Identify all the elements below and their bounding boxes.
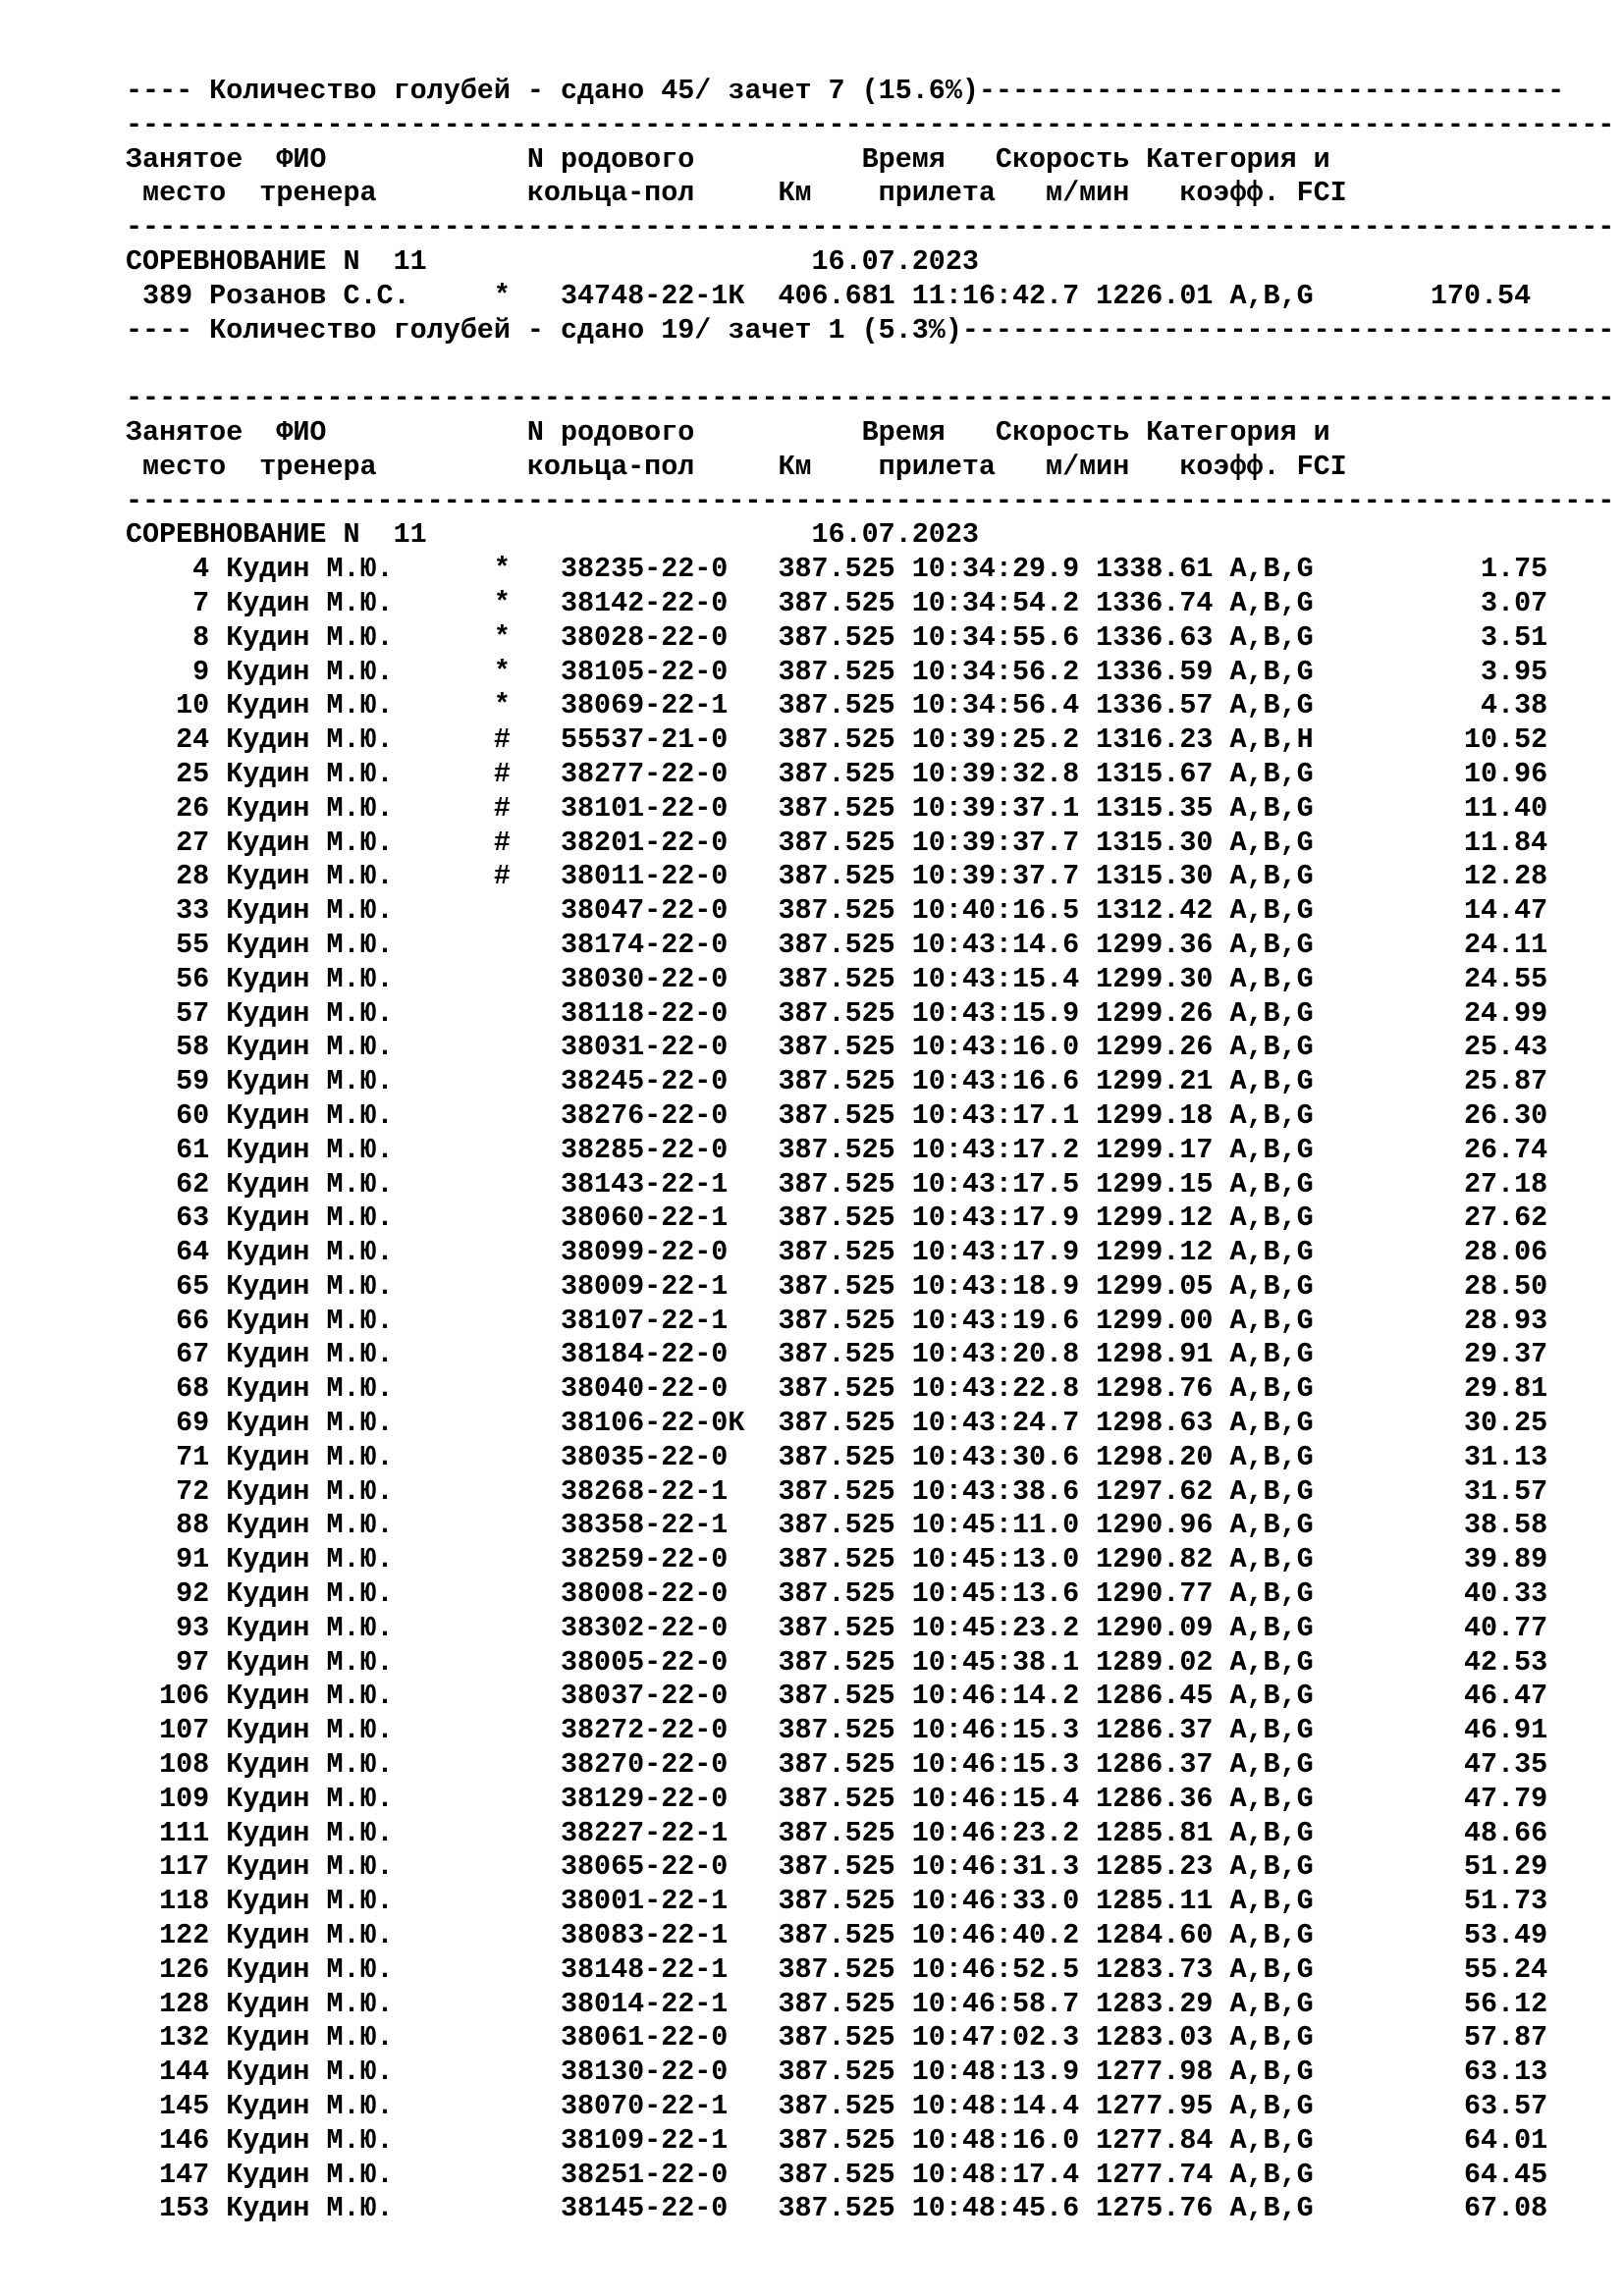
results-block-2 — [126, 553, 1614, 2226]
result-row: 62 Кудин М.Ю. 38143-22-1 387.525 10:43:17.5 1299.15 A,B,G 27.18 — [126, 1167, 1548, 1201]
result-row: 9 Кудин М.Ю. * 38105-22-0 387.525 10:34:56.2 1336.59 A,B,G 3.95 — [126, 655, 1548, 688]
result-row: 7 Кудин М.Ю. * 38142-22-0 387.525 10:34:54.2 1336.74 A,B,G 3.07 — [126, 586, 1548, 619]
result-row: 117 Кудин М.Ю. 38065-22-0 387.525 10:46:31.3 1285.23 A,B,G 51.29 — [126, 1850, 1548, 1884]
rule-line: ----------------------------------------------------------------------------------------- — [126, 484, 1615, 517]
result-row: 63 Кудин М.Ю. 38060-22-1 387.525 10:43:17.9 1299.12 A,B,G 27.62 — [126, 1201, 1548, 1235]
result-row: 4 Кудин М.Ю. * 38235-22-0 387.525 10:34:29.9 1338.61 A,B,G 1.75 — [126, 553, 1548, 586]
result-row: 109 Кудин М.Ю. 38129-22-0 387.525 10:46:15.4 1286.36 A,B,G 47.79 — [126, 1782, 1548, 1815]
rule-line: ----------------------------------------------------------------------------------------- — [126, 211, 1615, 244]
result-row: 108 Кудин М.Ю. 38270-22-0 387.525 10:46:15.3 1286.37 A,B,G 47.35 — [126, 1748, 1548, 1782]
top-summary-line: ---- Количество голубей - сдано 45/ зачет 7 (15.6%)----------------------------------- — [126, 75, 1565, 107]
result-row: 93 Кудин М.Ю. 38302-22-0 387.525 10:45:23.2 1290.09 A,B,G 40.77 — [126, 1611, 1548, 1644]
result-row: 26 Кудин М.Ю. # 38101-22-0 387.525 10:39:37.1 1315.35 A,B,G 11.40 — [126, 791, 1548, 825]
column-header-row-2: место тренера кольца-пол Км прилета м/мин коэфф. FCI — [126, 450, 1347, 483]
result-row: 57 Кудин М.Ю. 38118-22-0 387.525 10:43:15.9 1299.26 A,B,G 24.99 — [126, 996, 1548, 1030]
result-row: 146 Кудин М.Ю. 38109-22-1 387.525 10:48:16.0 1277.84 A,B,G 64.01 — [126, 2123, 1548, 2157]
result-row: 60 Кудин М.Ю. 38276-22-0 387.525 10:43:17.1 1299.18 A,B,G 26.30 — [126, 1098, 1548, 1132]
result-row: 88 Кудин М.Ю. 38358-22-1 387.525 10:45:11.0 1290.96 A,B,G 38.58 — [126, 1509, 1548, 1542]
result-row: 389 Розанов С.С. * 34748-22-1К 406.681 11:16:42.7 1226.01 A,B,G 170.54 — [126, 279, 1532, 312]
result-row: 61 Кудин М.Ю. 38285-22-0 387.525 10:43:17.2 1299.17 A,B,G 26.74 — [126, 1133, 1548, 1166]
result-row: 64 Кудин М.Ю. 38099-22-0 387.525 10:43:17.9 1299.12 A,B,G 28.06 — [126, 1236, 1548, 1269]
results-sheet — [126, 75, 1614, 2226]
result-row: 107 Кудин М.Ю. 38272-22-0 387.525 10:46:15.3 1286.37 A,B,G 46.91 — [126, 1714, 1548, 1747]
result-row: 25 Кудин М.Ю. # 38277-22-0 387.525 10:39:32.8 1315.67 A,B,G 10.96 — [126, 757, 1548, 790]
column-header-row-1: Занятое ФИО N родового Время Скорость Категория и — [126, 142, 1330, 176]
result-row: 118 Кудин М.Ю. 38001-22-1 387.525 10:46:33.0 1285.11 A,B,G 51.73 — [126, 1885, 1548, 1918]
result-row: 59 Кудин М.Ю. 38245-22-0 387.525 10:43:16.6 1299.21 A,B,G 25.87 — [126, 1065, 1548, 1098]
result-row: 65 Кудин М.Ю. 38009-22-1 387.525 10:43:18.9 1299.05 A,B,G 28.50 — [126, 1269, 1548, 1303]
result-row: 58 Кудин М.Ю. 38031-22-0 387.525 10:43:16.0 1299.26 A,B,G 25.43 — [126, 1031, 1548, 1064]
result-row: 56 Кудин М.Ю. 38030-22-0 387.525 10:43:15.4 1299.30 A,B,G 24.55 — [126, 962, 1548, 995]
result-row: 10 Кудин М.Ю. * 38069-22-1 387.525 10:34:56.4 1336.57 A,B,G 4.38 — [126, 689, 1548, 722]
result-row: 122 Кудин М.Ю. 38083-22-1 387.525 10:46:40.2 1284.60 A,B,G 53.49 — [126, 1919, 1548, 1952]
result-row: 145 Кудин М.Ю. 38070-22-1 387.525 10:48:14.4 1277.95 A,B,G 63.57 — [126, 2090, 1548, 2123]
result-row: 97 Кудин М.Ю. 38005-22-0 387.525 10:45:38.1 1289.02 A,B,G 42.53 — [126, 1645, 1548, 1679]
result-row: 55 Кудин М.Ю. 38174-22-0 387.525 10:43:14.6 1299.36 A,B,G 24.11 — [126, 928, 1548, 961]
blank-line — [126, 347, 1614, 382]
competition-title: СОРЕВНОВАНИЕ N 11 16.07.2023 — [126, 518, 979, 552]
result-row: 153 Кудин М.Ю. 38145-22-0 387.525 10:48:45.6 1275.76 A,B,G 67.08 — [126, 2192, 1548, 2225]
result-row: 92 Кудин М.Ю. 38008-22-0 387.525 10:45:13.6 1290.77 A,B,G 40.33 — [126, 1577, 1548, 1611]
results-block-1 — [126, 280, 1614, 314]
result-row: 69 Кудин М.Ю. 38106-22-0К 387.525 10:43:24.7 1298.63 A,B,G 30.25 — [126, 1407, 1548, 1440]
result-row: 91 Кудин М.Ю. 38259-22-0 387.525 10:45:13.0 1290.82 A,B,G 39.89 — [126, 1543, 1548, 1576]
result-row: 106 Кудин М.Ю. 38037-22-0 387.525 10:46:14.2 1286.45 A,B,G 46.47 — [126, 1680, 1548, 1713]
result-row: 68 Кудин М.Ю. 38040-22-0 387.525 10:43:22.8 1298.76 A,B,G 29.81 — [126, 1372, 1548, 1406]
result-row: 132 Кудин М.Ю. 38061-22-0 387.525 10:47:02.3 1283.03 A,B,G 57.87 — [126, 2021, 1548, 2055]
block-summary-line: ---- Количество голубей - сдано 19/ зачет 1 (5.3%)--------------------------------------- — [126, 313, 1615, 347]
result-row: 33 Кудин М.Ю. 38047-22-0 387.525 10:40:16.5 1312.42 A,B,G 14.47 — [126, 894, 1548, 928]
result-row: 147 Кудин М.Ю. 38251-22-0 387.525 10:48:17.4 1277.74 A,B,G 64.45 — [126, 2158, 1548, 2191]
result-row: 27 Кудин М.Ю. # 38201-22-0 387.525 10:39:37.7 1315.30 A,B,G 11.84 — [126, 826, 1548, 859]
result-row: 144 Кудин М.Ю. 38130-22-0 387.525 10:48:13.9 1277.98 A,B,G 63.13 — [126, 2056, 1548, 2089]
column-header-row-2: место тренера кольца-пол Км прилета м/мин коэфф. FCI — [126, 177, 1347, 210]
column-header-row-1: Занятое ФИО N родового Время Скорость Категория и — [126, 415, 1330, 449]
competition-title: СОРЕВНОВАНИЕ N 11 16.07.2023 — [126, 244, 979, 278]
result-row: 111 Кудин М.Ю. 38227-22-1 387.525 10:46:23.2 1285.81 A,B,G 48.66 — [126, 1816, 1548, 1849]
result-row: 128 Кудин М.Ю. 38014-22-1 387.525 10:46:58.7 1283.29 A,B,G 56.12 — [126, 1987, 1548, 2020]
rule-line: ----------------------------------------------------------------------------------------- — [126, 108, 1615, 141]
result-row: 71 Кудин М.Ю. 38035-22-0 387.525 10:43:30.6 1298.20 A,B,G 31.13 — [126, 1440, 1548, 1473]
result-row: 72 Кудин М.Ю. 38268-22-1 387.525 10:43:38.6 1297.62 A,B,G 31.57 — [126, 1474, 1548, 1508]
result-row: 8 Кудин М.Ю. * 38028-22-0 387.525 10:34:55.6 1336.63 A,B,G 3.51 — [126, 620, 1548, 654]
result-row: 28 Кудин М.Ю. # 38011-22-0 387.525 10:39:37.7 1315.30 A,B,G 12.28 — [126, 860, 1548, 893]
result-row: 66 Кудин М.Ю. 38107-22-1 387.525 10:43:19.6 1299.00 A,B,G 28.93 — [126, 1304, 1548, 1337]
result-row: 24 Кудин М.Ю. # 55537-21-0 387.525 10:39:25.2 1316.23 A,B,H 10.52 — [126, 723, 1548, 757]
rule-line: ----------------------------------------------------------------------------------------- — [126, 382, 1615, 415]
result-row: 126 Кудин М.Ю. 38148-22-1 387.525 10:46:52.5 1283.73 A,B,G 55.24 — [126, 1952, 1548, 1986]
result-row: 67 Кудин М.Ю. 38184-22-0 387.525 10:43:20.8 1298.91 A,B,G 29.37 — [126, 1338, 1548, 1371]
